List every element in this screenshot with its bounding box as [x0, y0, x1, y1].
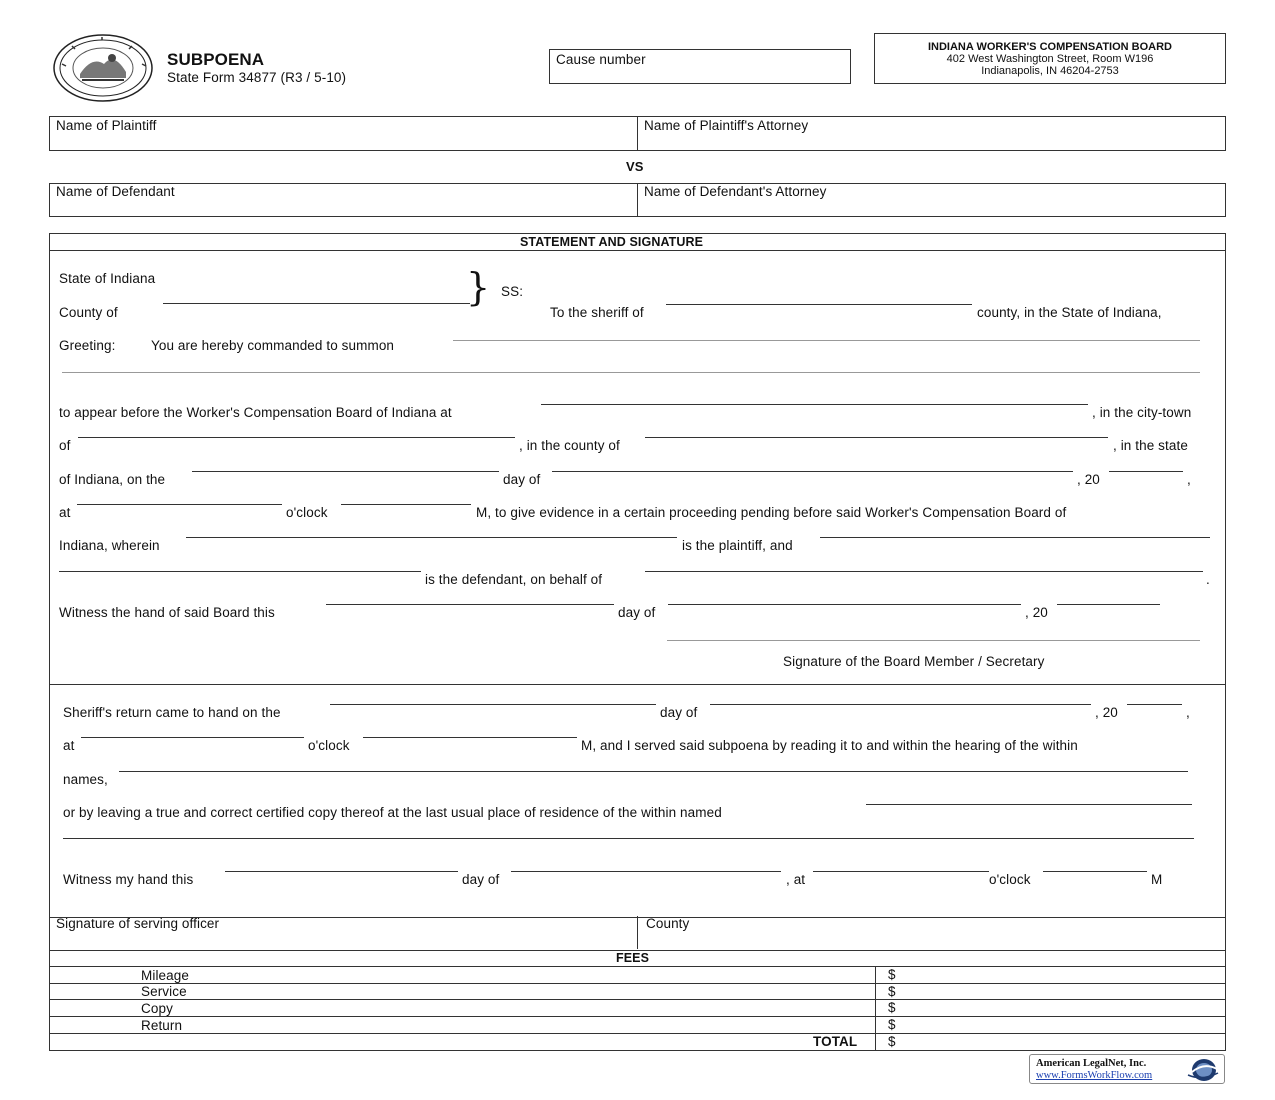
witness-hand-text: Witness my hand this — [63, 872, 194, 887]
time-input[interactable] — [77, 504, 282, 505]
fee-mileage-amount[interactable] — [888, 967, 1218, 982]
officer-county-label: County — [646, 916, 690, 931]
greeting-label: Greeting: — [59, 338, 116, 353]
names-label: names, — [63, 772, 108, 787]
defendant-name-field[interactable] — [56, 184, 636, 216]
defendant-input-1[interactable] — [820, 537, 1210, 538]
appear-text: to appear before the Worker's Compensation Board of Indiana at — [59, 405, 452, 420]
to-sheriff-label: To the sheriff of — [550, 305, 644, 320]
is-plaintiff-text: is the plaintiff, and — [682, 538, 793, 553]
county-of-label: County of — [59, 305, 118, 320]
fee-mileage-label: Mileage — [141, 968, 189, 983]
fee-service-label: Service — [141, 984, 187, 999]
fee-total-amount[interactable] — [888, 1034, 1218, 1049]
appear-location-input[interactable] — [541, 404, 1088, 405]
versus-label: VS — [626, 159, 644, 174]
statement-heading: STATEMENT AND SIGNATURE — [520, 235, 704, 249]
agency-box — [874, 33, 1226, 84]
indiana-wherein-text: Indiana, wherein — [59, 538, 160, 553]
form-title: SUBPOENA — [167, 50, 265, 69]
behalf-input[interactable] — [645, 571, 1203, 572]
served-oclock: o'clock — [308, 738, 350, 753]
fee-total-label: TOTAL — [813, 1034, 858, 1049]
form-number: State Form 34877 (R3 / 5-10) — [167, 70, 347, 85]
fees-divider — [875, 966, 876, 1051]
sheriff-witness-m: M — [1151, 872, 1163, 887]
is-defendant-text: is the defendant, on behalf of — [425, 572, 603, 587]
day-input[interactable] — [192, 471, 499, 472]
plaintiff-name-field[interactable] — [56, 118, 636, 150]
return-year-prefix: , 20 — [1095, 705, 1118, 720]
leaving-copy-text: or by leaving a true and correct certified copy thereof at the last usual place of residence of the within named — [63, 805, 722, 820]
day-of-text: day of — [503, 472, 541, 487]
agency-name: INDIANA WORKER'S COMPENSATION BOARD — [927, 41, 1172, 53]
cause-number-label: Cause number — [556, 52, 646, 67]
return-day-input[interactable] — [330, 704, 656, 705]
served-text: M, and I served said subpoena by reading it to and within the hearing of the within — [581, 738, 1078, 753]
oclock-label: o'clock — [286, 505, 328, 520]
sheriff-county-input[interactable] — [666, 304, 972, 305]
defendant-row — [49, 183, 1226, 217]
publisher-badge[interactable] — [1029, 1054, 1225, 1084]
ss-label: SS: — [501, 284, 524, 299]
state-of-indiana: State of Indiana — [59, 271, 156, 286]
names-input[interactable] — [119, 771, 1188, 772]
agency-address-2: Indianapolis, IN 46204-2753 — [981, 65, 1119, 77]
residence-name-input[interactable] — [866, 804, 1192, 805]
fee-return-amount[interactable] — [888, 1017, 1218, 1032]
witness-year-input[interactable] — [1057, 604, 1160, 605]
of-label: of — [59, 438, 71, 453]
bracket-icon: } — [466, 265, 491, 309]
plaintiff-attorney-field[interactable] — [644, 118, 1222, 150]
witness-month-input[interactable] — [668, 604, 1021, 605]
city-town-text: , in the city-town — [1092, 405, 1192, 420]
return-year-input[interactable] — [1127, 704, 1182, 705]
county-state-text: county, in the State of Indiana, — [977, 305, 1162, 320]
witness-year-prefix: , 20 — [1025, 605, 1048, 620]
year-input[interactable] — [1109, 471, 1183, 472]
dollar-sign: $ — [888, 1017, 896, 1032]
fees-heading: FEES — [616, 951, 650, 965]
witness-day-of: day of — [618, 605, 656, 620]
board-signature-input[interactable] — [667, 640, 1200, 641]
officer-signature-field[interactable] — [56, 916, 631, 948]
sheriff-witness-month-input[interactable] — [511, 871, 781, 872]
publisher-name: American LegalNet, Inc. — [1036, 1058, 1147, 1069]
defendant-attorney-label: Name of Defendant's Attorney — [644, 184, 827, 199]
witness-board-text: Witness the hand of said Board this — [59, 605, 275, 620]
city-input[interactable] — [78, 437, 515, 438]
plaintiff-row — [49, 116, 1226, 151]
sheriff-witness-at: , at — [786, 872, 806, 887]
dollar-sign: $ — [888, 967, 896, 982]
sheriff-witness-time-input[interactable] — [813, 871, 989, 872]
officer-divider — [637, 916, 638, 949]
return-comma: , — [1186, 705, 1190, 720]
state-seal-icon — [52, 34, 154, 102]
in-state-text: , in the state — [1113, 438, 1188, 453]
dollar-sign: $ — [888, 1034, 896, 1049]
ampm-input[interactable] — [341, 504, 471, 505]
globe-logo-icon — [1186, 1057, 1220, 1082]
plaintiff-input[interactable] — [186, 537, 677, 538]
officer-county-field[interactable] — [646, 916, 1221, 948]
plaintiff-label: Name of Plaintiff — [56, 118, 157, 133]
sheriff-witness-day-input[interactable] — [225, 871, 458, 872]
agency-address-1: 402 West Washington Street, Room W196 — [946, 53, 1154, 65]
served-at-label: at — [63, 738, 75, 753]
residence-name-input-2[interactable] — [63, 838, 1194, 839]
return-day-of: day of — [660, 705, 698, 720]
dollar-sign: $ — [888, 984, 896, 999]
sheriff-witness-ampm-input[interactable] — [1043, 871, 1147, 872]
fee-service-amount[interactable] — [888, 984, 1218, 999]
served-ampm-input[interactable] — [363, 737, 577, 738]
plaintiff-attorney-label: Name of Plaintiff's Attorney — [644, 118, 809, 133]
of-indiana-on-text: of Indiana, on the — [59, 472, 166, 487]
fee-copy-label: Copy — [141, 1001, 173, 1016]
served-time-input[interactable] — [81, 737, 304, 738]
county-of-input[interactable] — [645, 437, 1108, 438]
county-input[interactable] — [163, 303, 470, 304]
summon-input[interactable] — [453, 340, 1200, 341]
year-prefix: , 20 — [1077, 472, 1100, 487]
comma: , — [1187, 472, 1191, 487]
defendant-label: Name of Defendant — [56, 184, 175, 199]
commanded-text: You are hereby commanded to summon — [151, 338, 395, 353]
sheriff-witness-day-of: day of — [462, 872, 500, 887]
board-signature-label: Signature of the Board Member / Secretary — [783, 654, 1045, 669]
defendant-input-2[interactable] — [59, 571, 421, 572]
sheriff-return-text: Sheriff's return came to hand on the — [63, 705, 281, 720]
defendant-attorney-field[interactable] — [644, 184, 1222, 216]
period: . — [1206, 572, 1210, 587]
publisher-url[interactable]: www.FormsWorkFlow.com — [1036, 1070, 1153, 1081]
dollar-sign: $ — [888, 1000, 896, 1015]
witness-day-input[interactable] — [326, 604, 614, 605]
officer-signature-label: Signature of serving officer — [56, 916, 220, 931]
at-label: at — [59, 505, 71, 520]
month-input[interactable] — [552, 471, 1073, 472]
summon-input-2[interactable] — [62, 372, 1200, 373]
fee-return-label: Return — [141, 1018, 183, 1033]
return-month-input[interactable] — [710, 704, 1091, 705]
fee-copy-amount[interactable] — [888, 1000, 1218, 1015]
give-evidence-text: M, to give evidence in a certain proceeding pending before said Worker's Compensation Board of — [476, 505, 1067, 520]
sheriff-witness-oclock: o'clock — [989, 872, 1031, 887]
in-county-text: , in the county of — [519, 438, 620, 453]
cause-number-field[interactable] — [549, 49, 851, 84]
